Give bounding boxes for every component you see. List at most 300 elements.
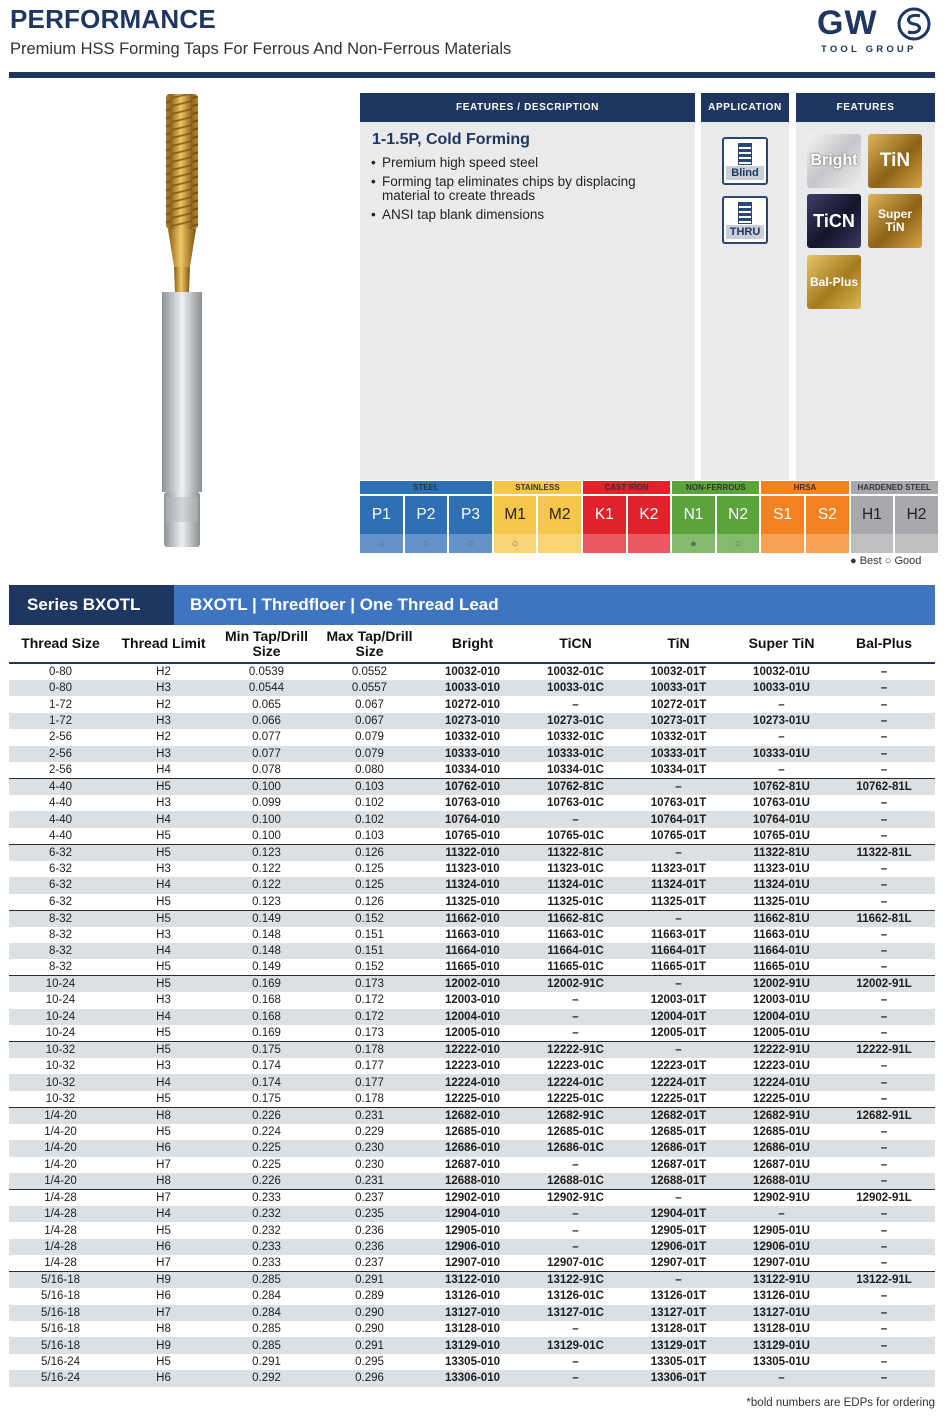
material-code: P2	[405, 496, 448, 534]
table-cell: 1/4-20	[9, 1173, 112, 1190]
edp-cell: 10033-01C	[524, 680, 627, 696]
table-cell: 0.149	[252, 961, 281, 974]
page-subtitle: Premium HSS Forming Taps For Ferrous And Non-Ferrous Materials	[10, 40, 512, 58]
table-cell: 1/4-28	[9, 1206, 112, 1222]
table-cell: H6	[112, 1140, 215, 1156]
table-cell: 0.100	[215, 778, 318, 795]
edp-cell: 11325-01C	[547, 895, 604, 908]
table-cell: H5	[112, 844, 215, 861]
table-cell: 0.292	[215, 1370, 318, 1386]
table-cell: H7	[112, 1305, 215, 1321]
edp-cell: –	[833, 680, 935, 696]
table-row	[9, 1042, 935, 1059]
edp-cell: 12005-01U	[753, 1027, 810, 1040]
description-bullets	[370, 156, 685, 227]
table-cell: 0.226	[215, 1173, 318, 1190]
edp-cell: –	[627, 910, 730, 927]
table-row	[9, 1272, 935, 1289]
table-row	[9, 1091, 935, 1108]
edp-cell: 12225-010	[445, 1092, 500, 1105]
edp-cell: –	[627, 976, 730, 993]
edp-cell: 12685-01T	[650, 1126, 707, 1139]
rating-legend: ● Best ○ Good	[850, 555, 922, 567]
table-row	[9, 1124, 935, 1140]
edp-cell: –	[833, 811, 935, 827]
table-row	[9, 1305, 935, 1321]
table-cell: H4	[112, 1206, 215, 1222]
edp-cell: 12222-91L	[833, 1042, 935, 1059]
coating-super-tin-badge: Super TiN	[868, 194, 922, 248]
edp-cell: 13127-01C	[524, 1305, 627, 1321]
table-row	[9, 1288, 935, 1304]
edp-cell: –	[880, 731, 888, 744]
edp-cell: –	[880, 763, 888, 776]
table-row	[9, 680, 935, 696]
table-cell: 8-32	[9, 943, 112, 959]
edp-cell: 11324-01U	[730, 877, 833, 893]
edp-cell: 10763-01U	[753, 797, 810, 810]
edp-cell: 13129-01U	[730, 1337, 833, 1353]
edp-cell: 10334-01C	[547, 763, 604, 776]
edp-cell: –	[880, 862, 888, 875]
edp-cell: –	[833, 713, 935, 729]
table-cell: 0.290	[318, 1305, 421, 1321]
material-code: K2	[628, 496, 671, 534]
table-cell: 0.235	[318, 1206, 421, 1222]
edp-cell: 11663-010	[445, 928, 500, 941]
edp-cell: –	[627, 1190, 730, 1207]
edp-cell: –	[572, 1027, 579, 1040]
edp-cell: 13306-010	[421, 1370, 524, 1386]
material-code: M1	[494, 496, 537, 534]
edp-cell: 12223-010	[445, 1060, 500, 1073]
material-rating	[583, 534, 626, 553]
material-rating	[806, 534, 849, 553]
edp-cell: 11665-01T	[651, 961, 706, 974]
edp-cell: –	[778, 763, 785, 776]
edp-cell: –	[880, 895, 888, 908]
edp-cell: 12685-010	[445, 1126, 500, 1139]
material-rating	[895, 534, 938, 553]
edp-cell: 11663-01T	[651, 928, 706, 941]
table-row	[9, 861, 935, 877]
column-header: TiN	[627, 625, 730, 663]
logo-text: GW	[817, 4, 878, 42]
table-row	[9, 696, 935, 712]
table-cell: 0.285	[252, 1323, 281, 1336]
table-row	[9, 729, 935, 745]
forming-tap-image	[152, 92, 212, 552]
edp-cell: 11324-01C	[524, 877, 627, 893]
table-cell: H4	[112, 943, 215, 959]
series-label: Series BXOTL	[9, 585, 174, 625]
edp-cell: 10762-81L	[833, 778, 935, 795]
table-row	[9, 943, 935, 959]
logo-s-mark-icon	[897, 7, 931, 41]
edp-cell: 12906-01U	[730, 1239, 833, 1255]
edp-cell: 10763-01T	[650, 797, 707, 810]
table-cell: 0.236	[355, 1224, 384, 1237]
table-cell: 0.174	[215, 1074, 318, 1090]
table-cell: H7	[156, 1158, 171, 1171]
edp-cell: 10032-010	[445, 666, 500, 678]
edp-cell: –	[880, 1158, 888, 1171]
table-cell: H5	[156, 895, 171, 908]
edp-cell: –	[880, 1323, 888, 1336]
edp-cell: –	[833, 877, 935, 893]
table-cell: H7	[112, 1190, 215, 1207]
edp-cell: 12904-010	[421, 1206, 524, 1222]
table-cell: 10-32	[45, 1092, 76, 1105]
table-row	[9, 778, 935, 795]
table-cell: 6-32	[48, 862, 73, 875]
table-cell: 1/4-20	[44, 1126, 77, 1139]
edp-cell: 11664-01C	[524, 943, 627, 959]
table-cell: 8-32	[9, 910, 112, 927]
edp-cell: 10273-010	[421, 713, 524, 729]
table-cell: H3	[156, 797, 171, 810]
material-group-label: STEEL	[360, 481, 492, 494]
table-cell: 0.230	[318, 1140, 421, 1156]
edp-cell: –	[880, 1257, 888, 1270]
table-cell: H7	[156, 1257, 171, 1270]
table-row	[9, 894, 935, 911]
edp-cell: 10762-81C	[524, 778, 627, 795]
table-cell: 0.175	[215, 1042, 318, 1059]
table-cell: 0.285	[215, 1272, 318, 1289]
edp-cell: 10333-01T	[627, 746, 730, 762]
footnote: *bold numbers are EDPs for ordering	[746, 1397, 935, 1409]
table-cell: H5	[112, 778, 215, 795]
table-cell: 0.0557	[318, 680, 421, 696]
edp-cell: 12902-91L	[833, 1190, 935, 1207]
table-row	[9, 927, 935, 943]
table-cell: 0.103	[355, 829, 384, 842]
table-cell: 2-56	[48, 731, 73, 744]
edp-cell: 12905-01U	[753, 1224, 810, 1237]
material-rating: ○	[405, 534, 448, 553]
edp-cell: 10332-010	[445, 731, 500, 744]
gws-logo	[817, 4, 935, 58]
edp-cell: 10333-01U	[730, 746, 833, 762]
material-code: H2	[895, 496, 938, 534]
table-cell: 8-32	[48, 961, 73, 974]
edp-cell: 11324-01T	[627, 877, 730, 893]
edp-cell: 11322-81U	[730, 844, 833, 861]
edp-cell: 11323-010	[445, 862, 500, 875]
table-cell: H5	[112, 910, 215, 927]
table-row	[9, 992, 935, 1008]
column-header: Thread Limit	[112, 625, 215, 663]
edp-cell: –	[833, 1206, 935, 1222]
material-rating	[628, 534, 671, 553]
table-cell: 0.172	[355, 994, 384, 1007]
table-cell: 0.174	[252, 1060, 281, 1073]
edp-cell: 12905-01T	[650, 1224, 707, 1237]
table-cell: 0.123	[215, 844, 318, 861]
edp-cell: 10765-01C	[547, 829, 604, 842]
edp-cell: 12687-010	[445, 1158, 500, 1171]
edp-cell: 13128-010	[445, 1323, 500, 1336]
column-header: Bal-Plus	[833, 625, 935, 663]
edp-cell: 10273-01U	[730, 713, 833, 729]
edp-cell: 12223-01C	[547, 1060, 604, 1073]
edp-cell: 10272-01T	[650, 698, 707, 711]
logo-subtext: TOOL GROUP	[821, 44, 917, 55]
edp-cell: 11323-01C	[547, 862, 604, 875]
edp-cell: 10764-010	[421, 811, 524, 827]
table-cell: 0.177	[355, 1060, 384, 1073]
table-cell: 0.077	[252, 731, 281, 744]
edp-cell: 13128-01U	[753, 1323, 810, 1336]
table-cell: 0.226	[215, 1107, 318, 1124]
edp-cell: 13126-01U	[753, 1290, 810, 1303]
table-cell: 1/4-28	[44, 1257, 77, 1270]
column-header: Bright	[421, 625, 524, 663]
edp-cell: 11665-01C	[547, 961, 604, 974]
bullet-item: • Forming tap eliminates chips by displacing material to create threads	[370, 175, 685, 203]
table-cell: 0.099	[252, 797, 281, 810]
table-cell: H3	[112, 746, 215, 762]
table-cell: 0.236	[318, 1239, 421, 1255]
application-header: APPLICATION	[701, 93, 789, 122]
table-cell: H2	[156, 731, 171, 744]
table-cell: 1/4-28	[44, 1224, 77, 1237]
edp-cell: 11665-010	[445, 961, 500, 974]
edp-cell: 12686-01T	[627, 1140, 730, 1156]
edp-cell: 11663-01U	[753, 928, 810, 941]
table-cell: H5	[156, 1092, 171, 1105]
edp-cell: 11322-81C	[524, 844, 627, 861]
table-cell: 5/16-18	[40, 1290, 80, 1303]
table-row	[9, 828, 935, 845]
edp-cell: 12002-91U	[730, 976, 833, 993]
table-row	[9, 877, 935, 893]
edp-cell: 10765-01T	[650, 829, 707, 842]
material-rating: ●	[672, 534, 715, 553]
thread-glyph	[738, 143, 752, 165]
table-cell: 0.291	[252, 1355, 281, 1368]
edp-cell: –	[833, 746, 935, 762]
table-cell: H8	[156, 1323, 171, 1336]
edp-cell: 11662-81C	[524, 910, 627, 927]
table-cell: 0.225	[252, 1158, 281, 1171]
edp-cell: 12223-01T	[650, 1060, 707, 1073]
edp-cell: 12005-010	[445, 1027, 500, 1040]
table-cell: 5/16-18	[9, 1272, 112, 1289]
table-cell: 0.080	[355, 763, 384, 776]
edp-cell: 12902-91U	[730, 1190, 833, 1207]
table-cell: 10-24	[9, 976, 112, 993]
edp-cell: –	[880, 1027, 888, 1040]
table-cell: 0.067	[318, 713, 421, 729]
table-cell: H6	[112, 1239, 215, 1255]
edp-cell: 12687-01U	[753, 1158, 810, 1171]
edp-cell: –	[627, 778, 730, 795]
edp-cell: 12682-010	[421, 1107, 524, 1124]
edp-cell: 12686-01U	[730, 1140, 833, 1156]
table-cell: 0.233	[252, 1257, 281, 1270]
page-title: PERFORMANCE	[10, 4, 216, 34]
table-cell: H4	[112, 1074, 215, 1090]
edp-cell: 10032-01T	[650, 666, 707, 678]
table-cell: 0.078	[252, 763, 281, 776]
table-cell: 0.178	[355, 1092, 384, 1105]
edp-cell: 10033-01T	[627, 680, 730, 696]
material-code: H1	[851, 496, 894, 534]
edp-cell: –	[524, 811, 627, 827]
edp-cell: 13122-010	[421, 1272, 524, 1289]
edp-cell: –	[524, 1206, 627, 1222]
edp-cell: 13305-01T	[650, 1355, 707, 1368]
edp-cell: 12906-010	[421, 1239, 524, 1255]
edp-cell: –	[572, 1224, 579, 1237]
edp-cell: 12906-01T	[627, 1239, 730, 1255]
edp-cell: 12004-01U	[730, 1009, 833, 1025]
table-cell: 0.168	[215, 1009, 318, 1025]
edp-cell: 10332-01T	[650, 731, 707, 744]
table-cell: 0.077	[215, 746, 318, 762]
table-row	[9, 1239, 935, 1255]
edp-cell: 12224-010	[421, 1074, 524, 1090]
edp-cell: –	[880, 829, 888, 842]
table-cell: 4-40	[48, 797, 73, 810]
table-cell: 5/16-18	[9, 1337, 112, 1353]
edp-cell: 12003-010	[445, 994, 500, 1007]
table-cell: 1/4-20	[9, 1107, 112, 1124]
features-description-header: FEATURES / DESCRIPTION	[360, 93, 695, 122]
edp-cell: –	[833, 1337, 935, 1353]
material-code: S1	[761, 496, 804, 534]
table-cell: 6-32	[9, 844, 112, 861]
series-bar	[9, 585, 935, 625]
edp-cell: 12907-01U	[753, 1257, 810, 1270]
series-name: BXOTL | Thredfloer | One Thread Lead	[190, 595, 499, 614]
bullet-item: • Premium high speed steel	[370, 156, 685, 170]
table-row	[9, 1074, 935, 1090]
edp-cell: 12902-91C	[524, 1190, 627, 1207]
edp-cell: 13126-01C	[547, 1290, 604, 1303]
table-cell: H3	[112, 713, 215, 729]
table-cell: 10-32	[9, 1042, 112, 1059]
edp-cell: 12902-010	[421, 1190, 524, 1207]
edp-cell: 12686-010	[421, 1140, 524, 1156]
table-cell: H2	[156, 666, 171, 678]
table-cell: 1/4-28	[9, 1239, 112, 1255]
table-cell: 0.177	[318, 1074, 421, 1090]
edp-cell: 12223-01U	[753, 1060, 810, 1073]
table-cell: 0.152	[318, 910, 421, 927]
table-row	[9, 762, 935, 779]
edp-cell: 12688-01T	[627, 1173, 730, 1190]
material-code: N2	[717, 496, 760, 534]
material-group-label: STAINLESS	[494, 481, 581, 494]
edp-cell: 13129-01T	[627, 1337, 730, 1353]
table-row	[9, 1107, 935, 1124]
edp-cell: 11662-81U	[730, 910, 833, 927]
table-cell: 8-32	[48, 928, 73, 941]
table-cell: 0.231	[318, 1107, 421, 1124]
table-cell: 1/4-20	[9, 1140, 112, 1156]
edp-cell: 13122-91U	[730, 1272, 833, 1289]
table-cell: H5	[112, 1042, 215, 1059]
edp-cell: 11662-010	[421, 910, 524, 927]
edp-cell: –	[627, 1272, 730, 1289]
table-row	[9, 1009, 935, 1025]
coating-tin-badge: TiN	[868, 134, 922, 188]
edp-cell: 10762-81U	[730, 778, 833, 795]
edp-cell: 12005-01T	[650, 1027, 707, 1040]
bullet-item: • ANSI tap blank dimensions	[370, 208, 685, 222]
thru-label: THRU	[726, 225, 764, 239]
table-row	[9, 1255, 935, 1272]
material-code: P1	[360, 496, 403, 534]
table-header-row	[9, 625, 935, 663]
table-cell: 0.232	[215, 1206, 318, 1222]
material-group-label: NON-FERROUS	[672, 481, 759, 494]
edp-cell: 11325-01T	[651, 895, 706, 908]
table-row	[9, 795, 935, 811]
table-cell: 0.148	[252, 928, 281, 941]
edp-cell: 10764-01T	[627, 811, 730, 827]
table-row	[9, 713, 935, 729]
features-header: FEATURES	[796, 93, 935, 122]
edp-cell: 10273-01T	[627, 713, 730, 729]
table-cell: 0.225	[215, 1140, 318, 1156]
edp-cell: –	[833, 1140, 935, 1156]
table-cell: 0.079	[318, 746, 421, 762]
table-cell: 0.100	[252, 829, 281, 842]
table-cell: H9	[112, 1272, 215, 1289]
edp-cell: –	[833, 1173, 935, 1190]
table-row	[9, 746, 935, 762]
edp-cell: –	[880, 666, 888, 678]
table-cell: 0.233	[215, 1190, 318, 1207]
table-cell: 0.291	[318, 1337, 421, 1353]
column-header: TiCN	[524, 625, 627, 663]
table-cell: 2-56	[9, 746, 112, 762]
table-cell: H4	[112, 1009, 215, 1025]
edp-cell: 12682-91U	[730, 1107, 833, 1124]
table-cell: 1-72	[48, 698, 73, 711]
table-cell: 0.296	[318, 1370, 421, 1386]
table-cell: 0.231	[318, 1173, 421, 1190]
edp-cell: 10332-01C	[547, 731, 604, 744]
material-rating: ○	[449, 534, 492, 553]
table-cell: 0.0544	[215, 680, 318, 696]
edp-cell: 12687-01T	[650, 1158, 707, 1171]
table-cell: H3	[156, 928, 171, 941]
table-cell: 5/16-18	[9, 1305, 112, 1321]
edp-cell: –	[833, 1239, 935, 1255]
column-header: Min Tap/Drill Size	[215, 625, 318, 663]
material-rating	[851, 534, 894, 553]
table-cell: 0.125	[318, 877, 421, 893]
edp-cell: –	[833, 1074, 935, 1090]
edp-cell: 13129-010	[421, 1337, 524, 1353]
edp-cell: –	[627, 1042, 730, 1059]
material-group-label: HRSA	[761, 481, 848, 494]
material-rating	[761, 534, 804, 553]
table-cell: 0.224	[252, 1126, 281, 1139]
table-cell: 10-24	[45, 1027, 76, 1040]
table-cell: 0.102	[318, 811, 421, 827]
edp-cell: 12222-010	[421, 1042, 524, 1059]
edp-cell: 12224-01T	[627, 1074, 730, 1090]
edp-cell: 10273-01C	[524, 713, 627, 729]
table-row	[9, 811, 935, 827]
edp-cell: 10032-01C	[547, 666, 604, 678]
